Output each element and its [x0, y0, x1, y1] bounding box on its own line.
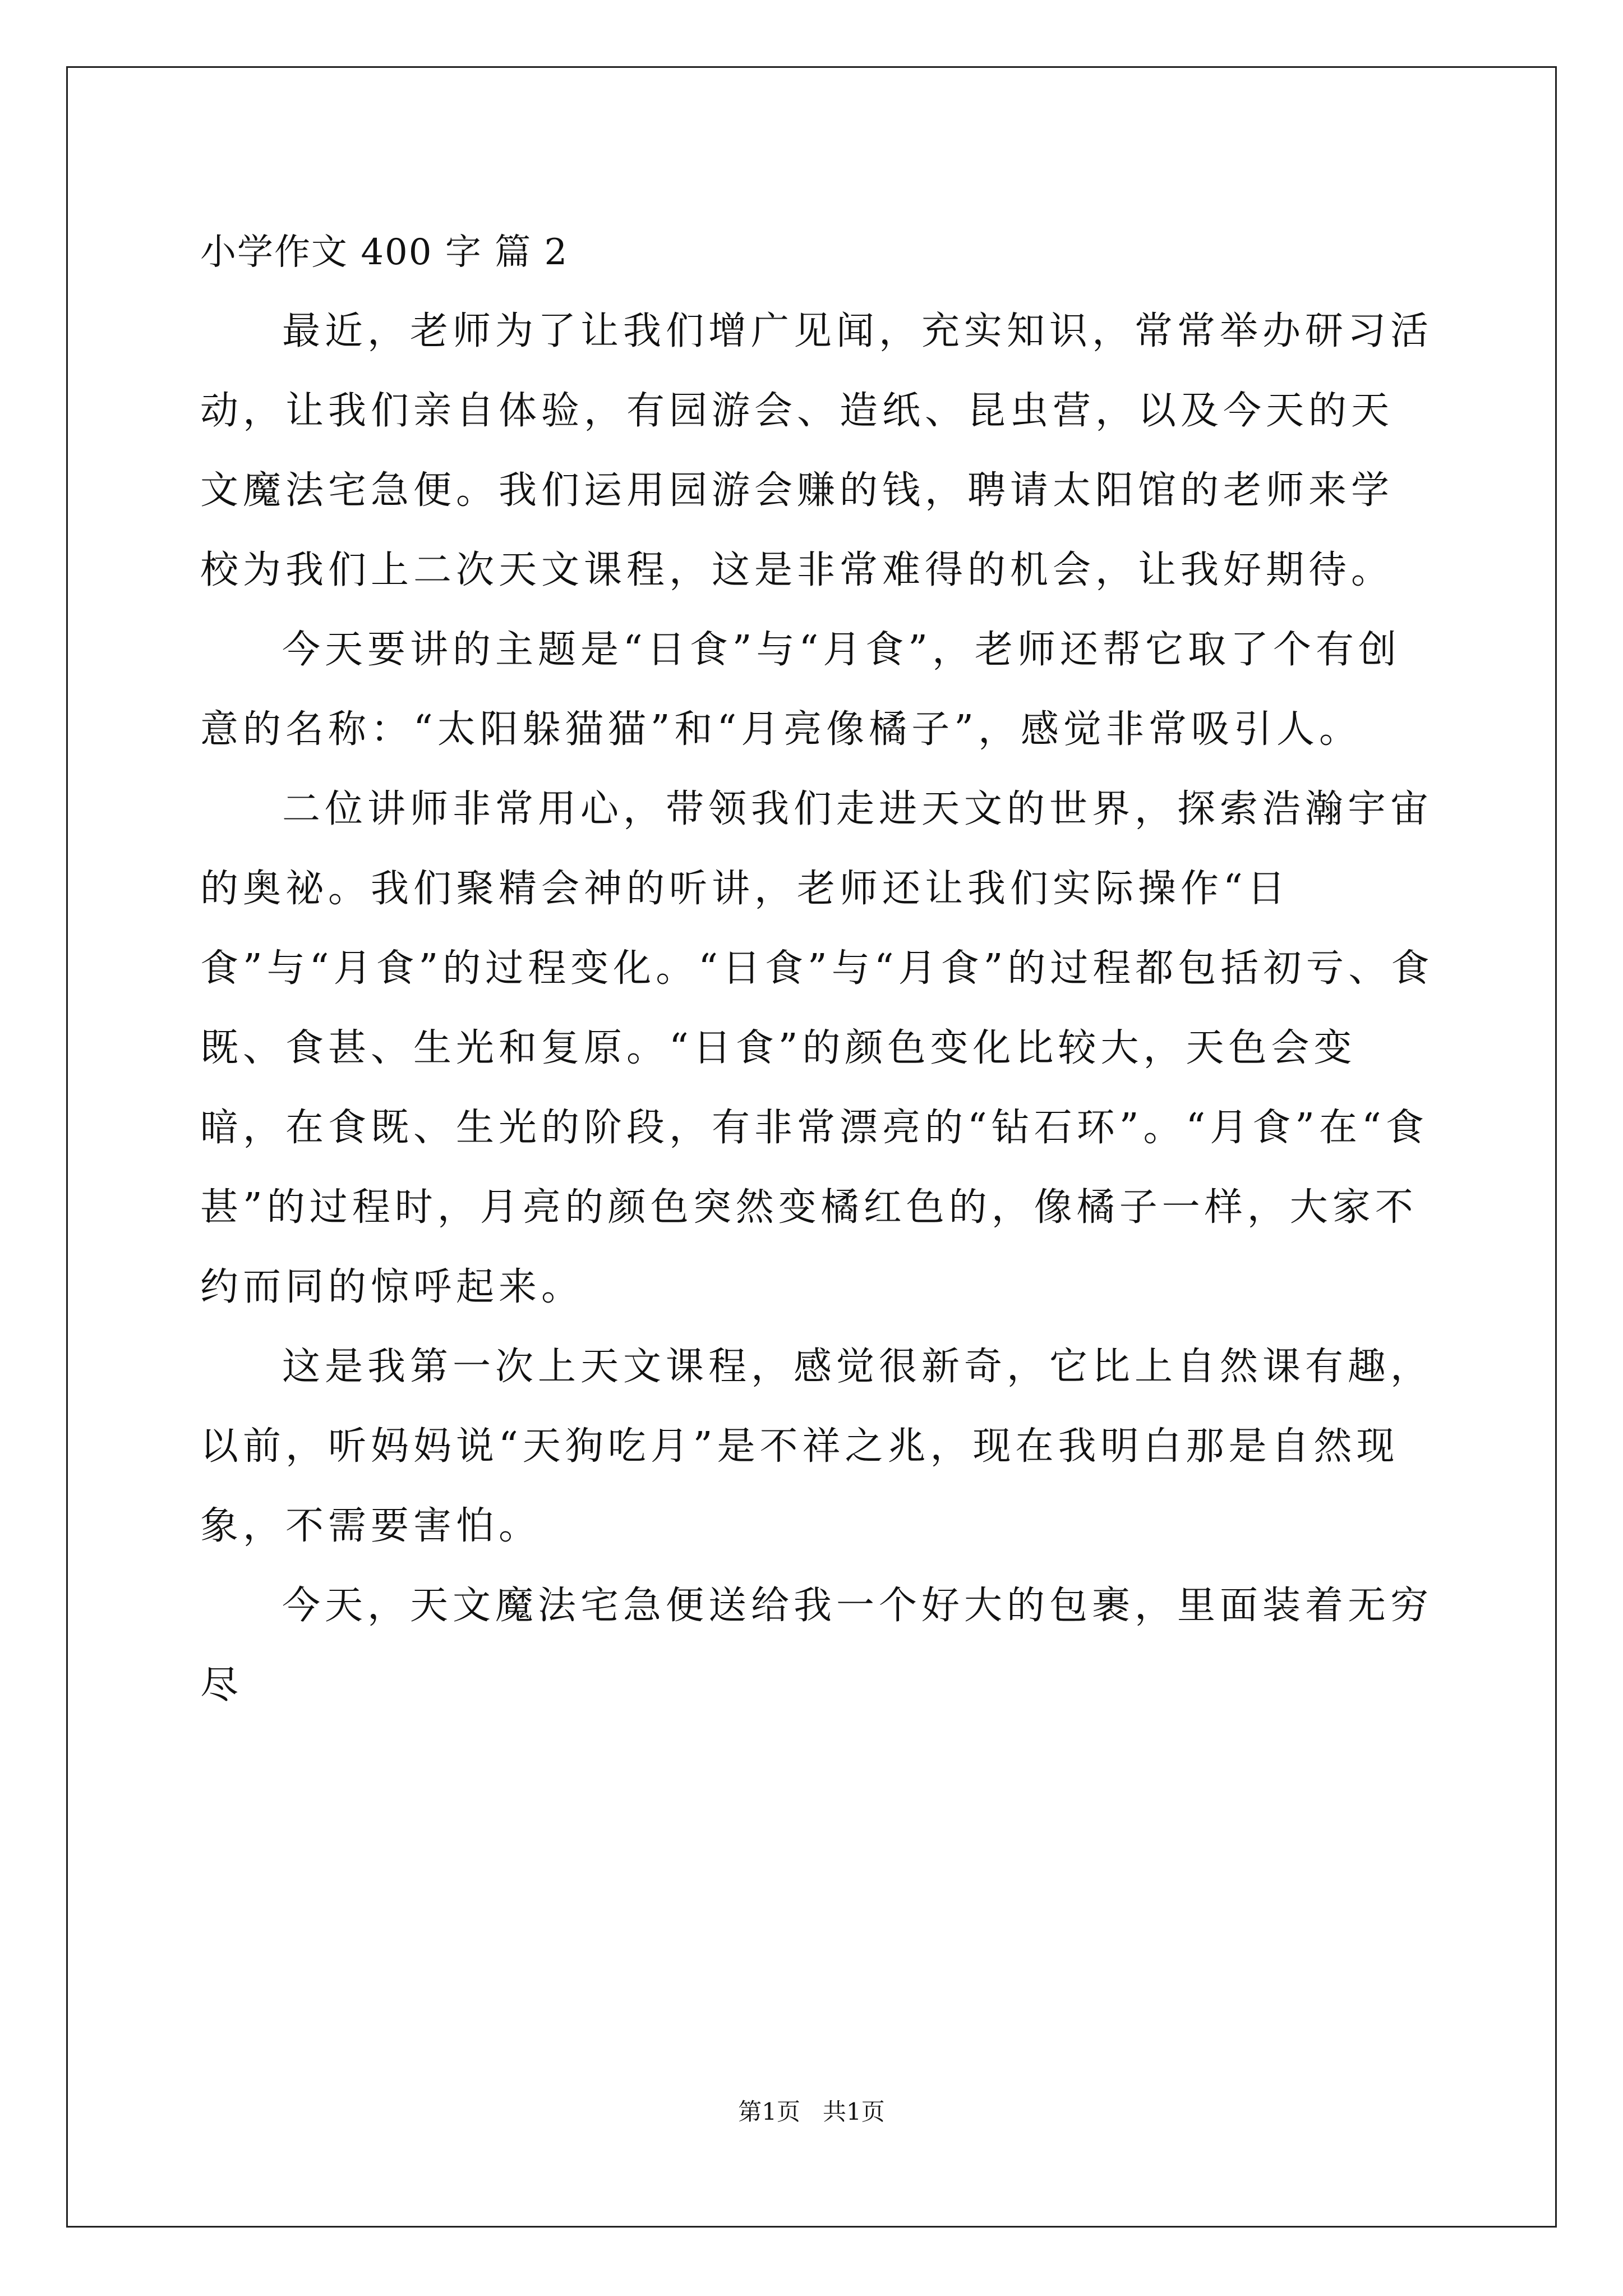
paragraph-4: 这是我第一次上天文课程，感觉很新奇，它比上自然课有趣，以前，听妈妈说“天狗吃月”是不祥之兆，现在我明白那是自然现象，不需要害怕。: [200, 1345, 1433, 1548]
page-footer: [0, 2095, 1623, 2129]
document-body: [200, 292, 1434, 1726]
current-page-number: 第1页: [738, 2098, 800, 2125]
paragraph-2: 今天要讲的主题是“日食”与“月食”，老师还帮它取了个有创意的名称：“太阳躲猫猫”和“月亮像橘子”，感觉非常吸引人。: [200, 628, 1401, 752]
paragraph-1: 最近，老师为了让我们增广见闻，充实知识，常常举办研习活动，让我们亲自体验，有园游会、造纸、昆虫营，以及今天的天文魔法宅急便。我们运用园游会赚的钱，聘请太阳馆的老师来学校为我们上二次天文课程，这是非常难得的机会，让我好期待。: [200, 309, 1433, 592]
paragraph-5: 今天，天文魔法宅急便送给我一个好大的包裹，里面装着无穷尽: [200, 1584, 1433, 1708]
total-pages: 共1页: [823, 2098, 885, 2125]
document-heading: 小学作文 400 字 篇 2: [200, 232, 569, 273]
paragraph-3: 二位讲师非常用心，带领我们走进天文的世界，探索浩瀚宇宙的奥祕。我们聚精会神的听讲，老师还让我们实际操作“日食”与“月食”的过程变化。“日食”与“月食”的过程都包括初亏、食既、食甚、生光和复原。“日食”的颜色变化比较大，天色会变暗，在食既、生光的阶段，有非常漂亮的“钻石环”。“月食”在“食甚”的过程时，月亮的颜色突然变橘红色的，像橘子一样，大家不约而同的惊呼起来。: [200, 787, 1434, 1309]
